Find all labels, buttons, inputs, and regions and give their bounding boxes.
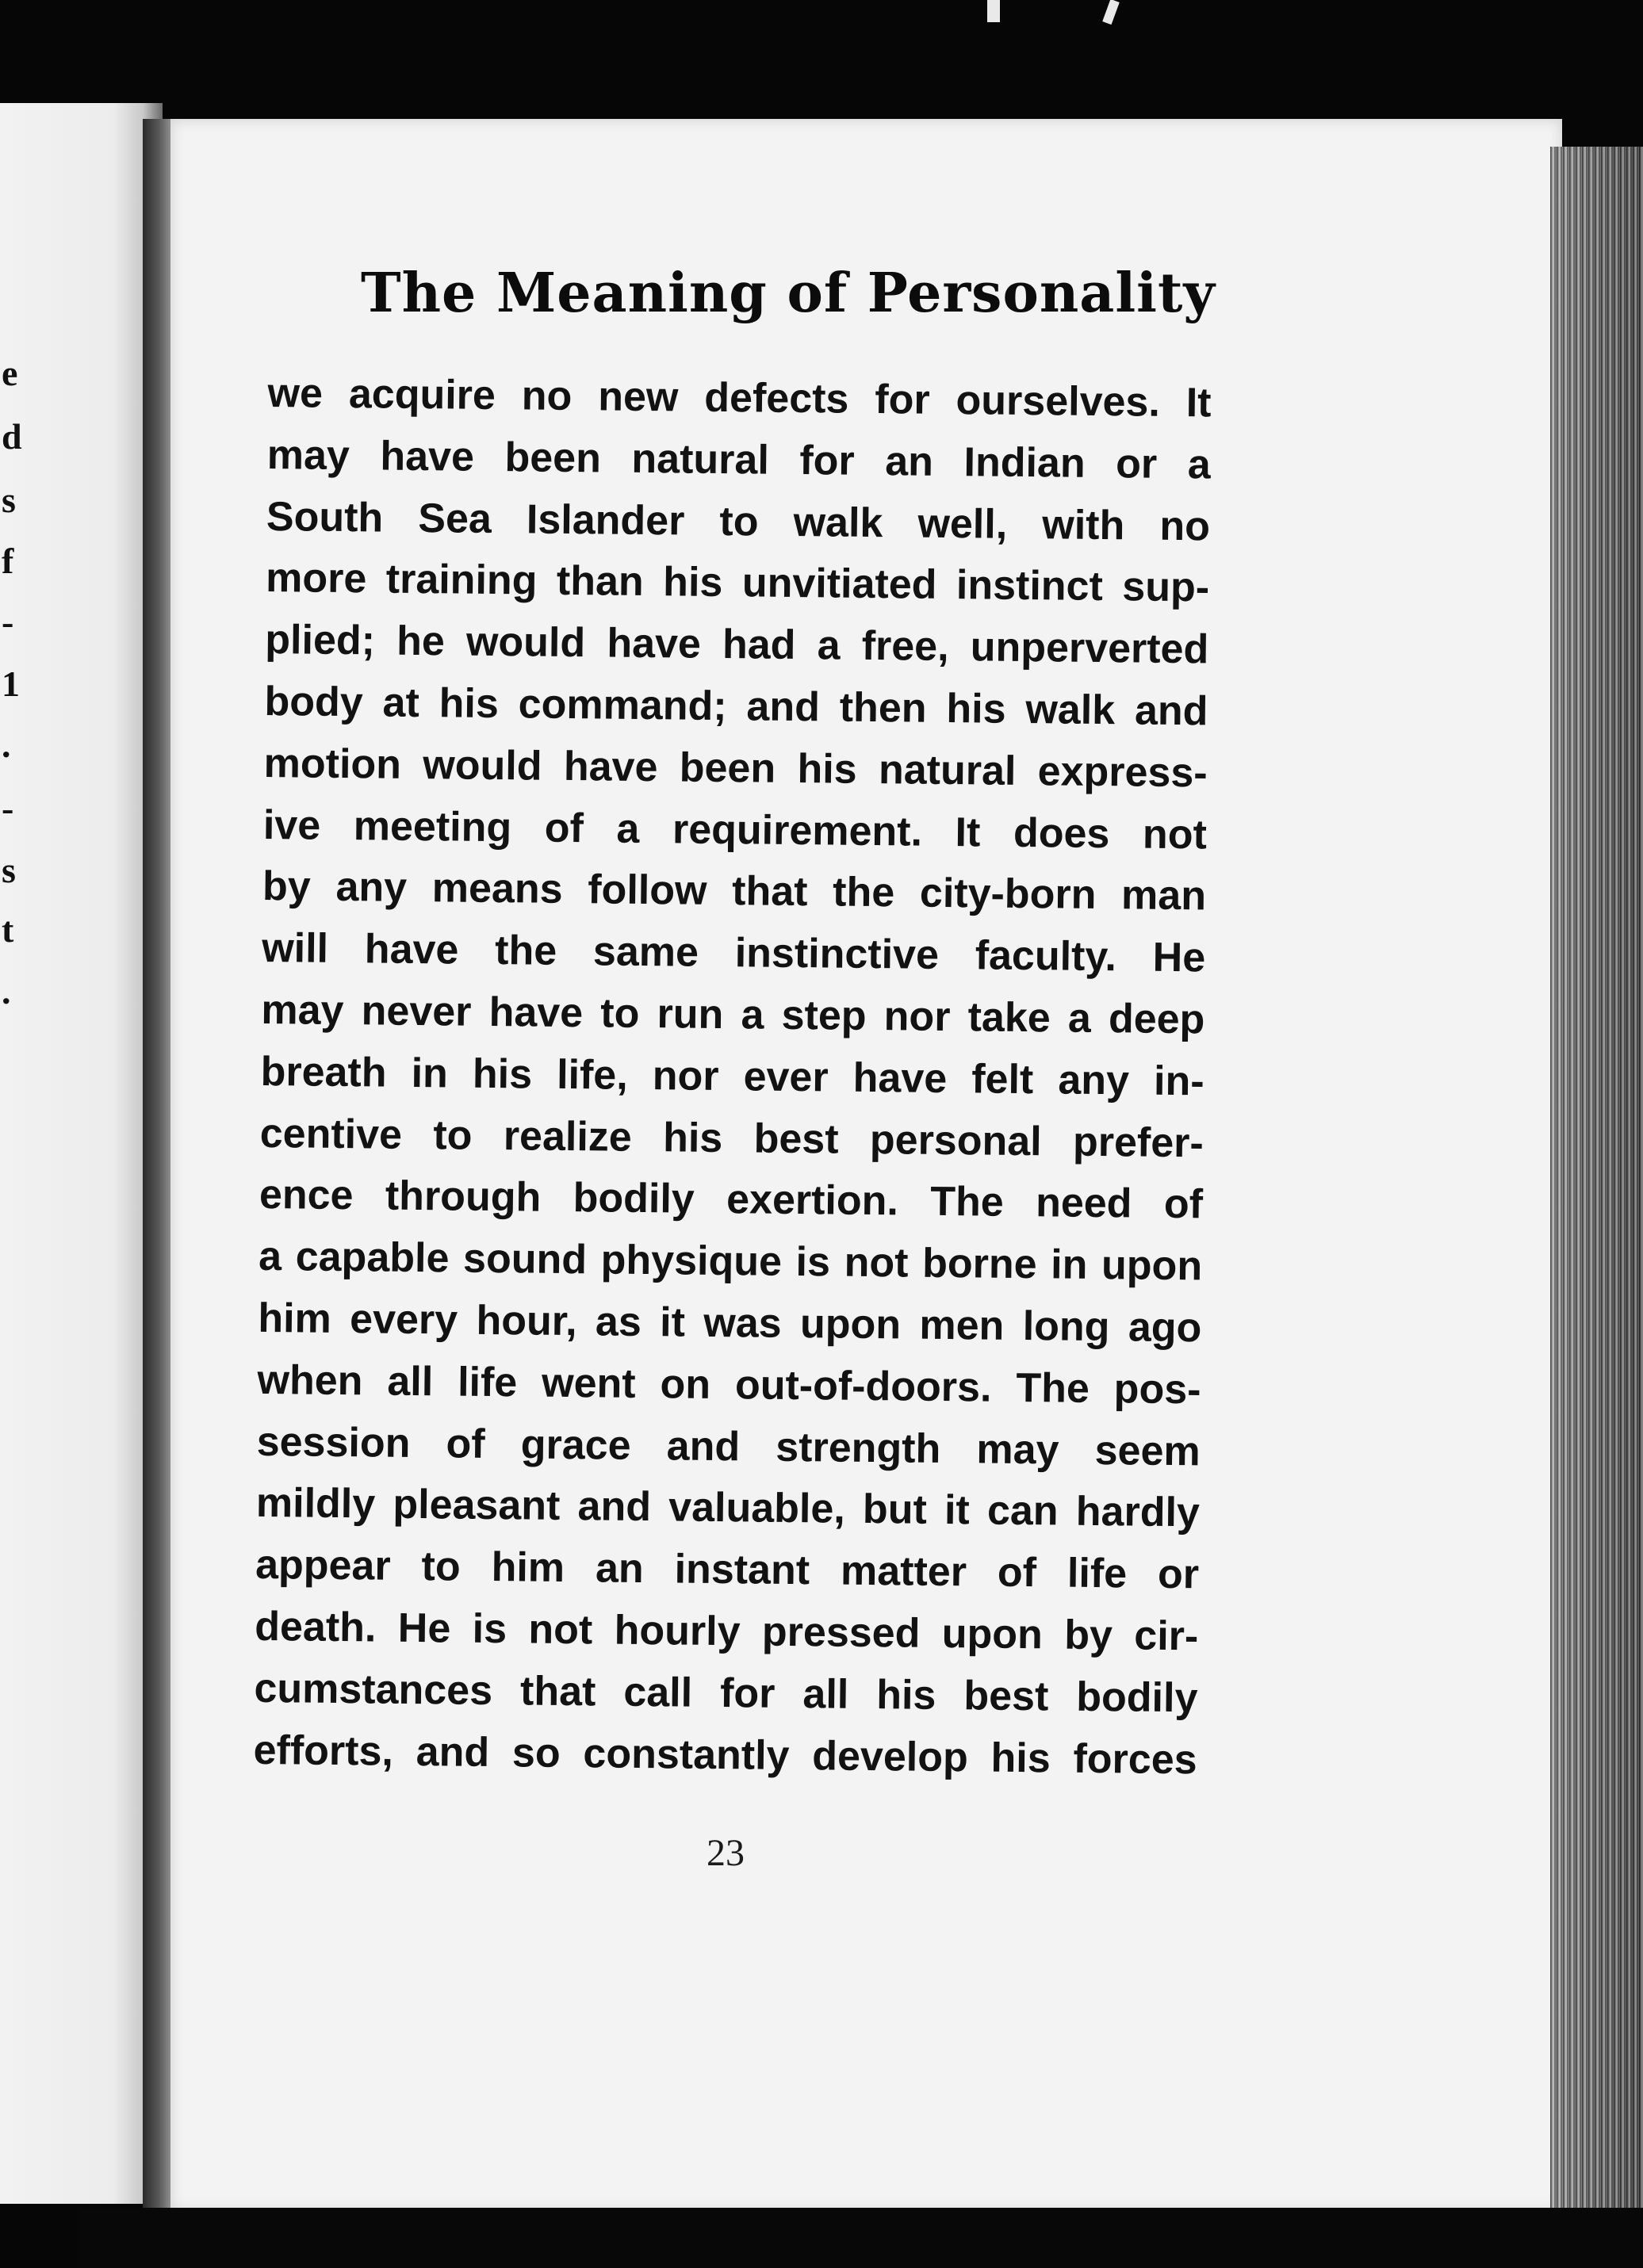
text-line: we acquire no new defects for ourselves. It (267, 369, 1212, 426)
text-line: more training than his unvitiated instinct sup- (265, 555, 1210, 611)
text-line: will have the same instinctive faculty. He (261, 925, 1206, 981)
text-line: session of grace and strength may seem (256, 1418, 1201, 1474)
text-line: centive to realize his best personal prefer- (259, 1110, 1204, 1166)
left-page-fragment: s (2, 480, 16, 520)
left-page-fragment: . (2, 725, 11, 765)
text-line: cumstances that call for all his best bodily (254, 1665, 1198, 1722)
text-line: by any means follow that the city-born man (262, 863, 1207, 920)
text-line: a capable sound physique is not borne in upon (258, 1233, 1203, 1290)
text-line: motion would have been his natural express- (263, 740, 1208, 797)
text-line: efforts, and so constantly develop his forces (253, 1727, 1197, 1783)
top-scan-artifact (987, 0, 1000, 22)
left-page-fragment: s (2, 850, 16, 890)
text-line: mildly pleasant and valuable, but it can hardly (255, 1480, 1201, 1536)
text-line: death. He is not hourly pressed upon by cir- (255, 1603, 1199, 1660)
left-page-fragment: t (2, 909, 14, 950)
text-line: ive meeting of a requirement. It does not (262, 801, 1208, 859)
text-line: when all life went on out-of-doors. The pos- (257, 1356, 1201, 1413)
top-scan-artifact (1102, 0, 1120, 25)
text-line: breath in his life, nor ever have felt any in- (260, 1048, 1204, 1105)
body-text (253, 363, 1212, 1792)
running-head: The Meaning of Personality (361, 262, 1216, 325)
left-page-fragment: 1 (2, 664, 20, 704)
left-page-fragment: d (2, 416, 22, 457)
left-page-fragment: e (2, 353, 18, 393)
text-line: may have been natural for an Indian or a (266, 431, 1212, 488)
bottom-shadow (79, 2208, 1643, 2268)
text-line: appear to him an instant matter of life or (255, 1542, 1200, 1598)
page-edges-shade (1550, 147, 1643, 2216)
text-line: him every hour, as it was upon men long ago (258, 1295, 1202, 1352)
left-facing-page (0, 103, 163, 2204)
text-line: may never have to run a step nor take a deep (261, 986, 1205, 1043)
left-page-fragment: . (2, 971, 11, 1012)
left-page-fragment: f (2, 541, 14, 581)
left-page-fragment: - (2, 602, 14, 642)
text-line: body at his command; and then his walk and (264, 678, 1208, 735)
left-page-fragment: - (2, 788, 14, 828)
text-line: ence through bodily exertion. The need of (259, 1172, 1204, 1228)
text-line: plied; he would have had a free, unperverted (265, 617, 1209, 673)
page-number: 23 (707, 1832, 745, 1874)
text-line: South Sea Islander to walk well, with no (266, 493, 1211, 550)
